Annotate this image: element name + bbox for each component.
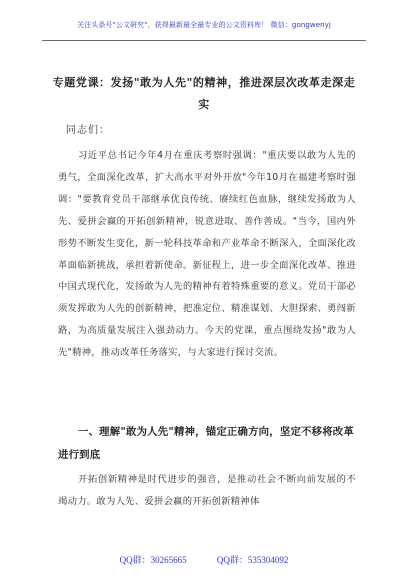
footer bbox=[0, 553, 408, 566]
header-banner: 关注头条号"公文研究"，获得最新最全最专业的公文资料库！ 微信：gongwenyj bbox=[77, 21, 331, 29]
footer-qq-group-2: QQ群：535304092 bbox=[216, 555, 289, 565]
body-paragraph-1: 习近平总书记今年4月在重庆考察时强调："重庆要以敢为人先的勇气，全面深化改革，扩大高水平对外开放"今年10月在福建考察时强调："要教育党员干部继承优良传统、赓续红色血脉，继续发扬敢为人先、爱拼会赢的开拓创新精神，锐意进取、善作善成。"当今，国内外形势不断发生变化，新一轮科技革命和产业革命不断深入，全面深化改革面临新挑战，承担着新使命。新征程上，进一步全面深化改革、推进中国式现代化，发扬敢为人先的精神有着特殊重要的意义。党员干部必须发挥敢为人先的创新精神，把准定位、精准谋划、大胆探索、勇闯新路，为高质量发展注入强劲动力。今天的党课，重点围绕发扬"敢为人先"精神，推动改革任务落实，与大家进行探讨交流。 bbox=[58, 150, 356, 359]
footer-qq-group-1: QQ群：30265665 bbox=[119, 555, 187, 565]
header-divider bbox=[42, 40, 366, 41]
document-title: 专题党课：发扬"敢为人先"的精神，推进深层次改革走深走实 bbox=[52, 76, 356, 111]
body-paragraph-2: 开拓创新精神是时代进步的强音，是推动社会不断向前发展的不竭动力。敢为人先、爱拼会赢的开拓创新精神体 bbox=[58, 474, 356, 507]
section-heading-1: 一、理解"敢为人先"精神，锚定正确方向，坚定不移将改革进行到底 bbox=[58, 426, 354, 461]
greeting: 同志们： bbox=[66, 125, 110, 136]
